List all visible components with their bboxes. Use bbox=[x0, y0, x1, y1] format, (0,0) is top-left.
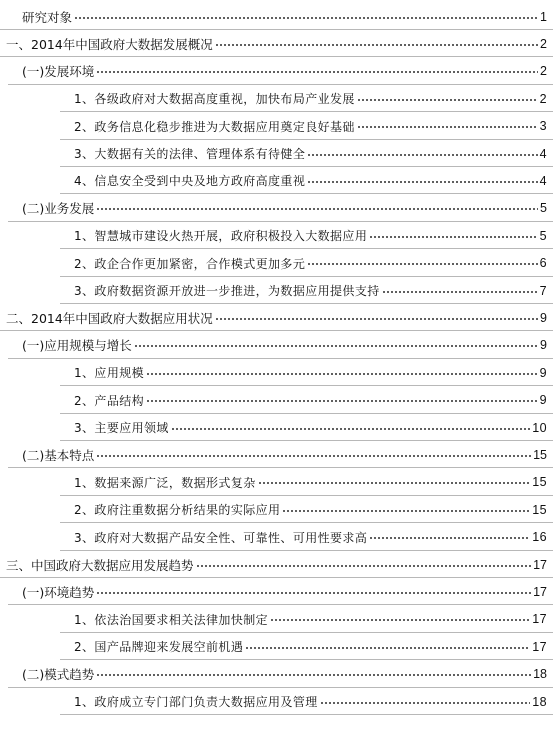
toc-entry[interactable] bbox=[0, 524, 553, 551]
toc-entry[interactable] bbox=[0, 140, 553, 167]
toc-entry-page-number: 7 bbox=[539, 283, 547, 298]
dot-leader bbox=[96, 587, 531, 600]
dot-leader bbox=[258, 477, 531, 489]
dot-leader bbox=[196, 559, 532, 572]
dot-leader bbox=[96, 669, 531, 682]
toc-entry-page-number: 1 bbox=[540, 9, 547, 24]
dot-leader bbox=[357, 121, 538, 133]
toc-entry[interactable] bbox=[0, 222, 553, 249]
dot-leader bbox=[215, 39, 538, 52]
toc-entry[interactable] bbox=[0, 414, 553, 441]
toc-entry-page-number: 17 bbox=[533, 557, 547, 572]
toc-entry[interactable] bbox=[0, 387, 553, 414]
toc-entry-title: 1、应用规模 bbox=[74, 366, 145, 381]
dot-leader bbox=[96, 66, 538, 79]
toc-entry-title: 1、政府成立专门部门负责大数据应用及管理 bbox=[74, 695, 318, 709]
toc-entry-title: (二)模式趋势 bbox=[22, 667, 95, 683]
toc-entry[interactable] bbox=[0, 304, 553, 331]
toc-entry-title: 1、依法治国要求相关法律加快制定 bbox=[74, 612, 269, 627]
toc-entry-title: (一)发展环境 bbox=[22, 64, 95, 80]
toc-entry-page-number: 9 bbox=[539, 393, 547, 408]
dot-leader bbox=[96, 450, 531, 463]
dot-leader bbox=[146, 368, 538, 380]
toc-entry-page-number: 2 bbox=[540, 36, 547, 51]
toc-entry[interactable] bbox=[0, 578, 553, 605]
dot-leader bbox=[307, 149, 537, 161]
dot-leader bbox=[357, 94, 538, 106]
toc-entry-page-number: 5 bbox=[540, 201, 547, 216]
toc-entry-title: 1、各级政府对大数据高度重视，加快布局产业发展 bbox=[74, 92, 355, 107]
toc-entry-page-number: 9 bbox=[539, 365, 547, 380]
toc-entry-title: (一)环境趋势 bbox=[22, 584, 95, 600]
toc-entry[interactable] bbox=[0, 85, 553, 112]
toc-entry-title: 3、大数据有关的法律、管理体系有待健全 bbox=[74, 147, 306, 161]
toc-entry[interactable] bbox=[0, 58, 553, 85]
dot-leader bbox=[74, 11, 538, 24]
toc-entry-title: 2、产品结构 bbox=[74, 393, 145, 408]
toc-entry-page-number: 18 bbox=[532, 694, 547, 709]
dot-leader bbox=[282, 505, 530, 517]
toc-entry[interactable] bbox=[0, 359, 553, 386]
toc-entry-title: 1、数据来源广泛，数据形式复杂 bbox=[74, 475, 256, 490]
toc-entry-page-number: 3 bbox=[539, 119, 547, 134]
toc-entry-title: 三、中国政府大数据应用发展趋势 bbox=[6, 557, 194, 573]
toc-entry[interactable] bbox=[0, 3, 553, 30]
toc-entry[interactable] bbox=[0, 250, 553, 277]
toc-entry[interactable] bbox=[0, 113, 553, 140]
dot-leader bbox=[215, 313, 538, 326]
toc-entry-page-number: 9 bbox=[540, 338, 547, 353]
toc-entry-title: 2、政府注重数据分析结果的实际应用 bbox=[74, 503, 281, 518]
toc-entry-title: 3、政府数据资源开放进一步推进，为数据应用提供支持 bbox=[74, 284, 380, 298]
toc-entry-page-number: 5 bbox=[539, 228, 547, 243]
toc-entry-page-number: 15 bbox=[533, 447, 547, 462]
toc-entry-title: 1、智慧城市建设火热开展，政府积极投入大数据应用 bbox=[74, 229, 368, 244]
toc-entry-page-number: 2 bbox=[540, 64, 547, 79]
toc-entry[interactable] bbox=[0, 195, 553, 222]
dot-leader bbox=[171, 423, 530, 435]
toc-entry-page-number: 2 bbox=[539, 91, 547, 106]
dot-leader bbox=[245, 642, 530, 654]
toc-entry[interactable] bbox=[0, 496, 553, 523]
toc-entry-page-number: 9 bbox=[540, 310, 547, 325]
dot-leader bbox=[382, 286, 538, 298]
toc-entry-title: 二、2014年中国政府大数据应用状况 bbox=[6, 310, 213, 326]
dot-leader bbox=[369, 231, 537, 243]
toc-entry-title: (一)应用规模与增长 bbox=[22, 338, 132, 354]
toc-entry-page-number: 17 bbox=[533, 584, 547, 599]
toc-entry-title: 2、政务信息化稳步推进为大数据应用奠定良好基础 bbox=[74, 119, 355, 134]
toc-entry-title: 3、主要应用领域 bbox=[74, 421, 169, 435]
toc-entry[interactable] bbox=[0, 688, 553, 715]
toc-entry[interactable] bbox=[0, 661, 553, 688]
toc-entry[interactable] bbox=[0, 551, 553, 578]
toc-entry-title: 4、信息安全受到中央及地方政府高度重视 bbox=[74, 174, 306, 189]
toc-entry[interactable] bbox=[0, 277, 553, 304]
toc-entry-page-number: 18 bbox=[533, 667, 547, 682]
toc-entry[interactable] bbox=[0, 441, 553, 468]
toc-entry[interactable] bbox=[0, 30, 553, 57]
toc-entry-page-number: 6 bbox=[539, 256, 547, 271]
toc-entry-page-number: 17 bbox=[532, 639, 547, 654]
toc-entry-title: (二)业务发展 bbox=[22, 201, 95, 217]
toc-entry-page-number: 4 bbox=[539, 146, 547, 161]
dot-leader bbox=[369, 532, 530, 544]
toc-entry-page-number: 16 bbox=[532, 530, 547, 545]
toc-entry-page-number: 15 bbox=[532, 475, 547, 490]
dot-leader bbox=[320, 697, 531, 709]
toc-entry-title: 2、国产品牌迎来发展空前机遇 bbox=[74, 640, 244, 655]
dot-leader bbox=[96, 203, 538, 216]
dot-leader bbox=[307, 258, 537, 270]
toc-entry[interactable] bbox=[0, 469, 553, 496]
toc-entry-title: 3、政府对大数据产品安全性、可靠性、可用性要求高 bbox=[74, 530, 368, 545]
toc-entry-title: 一、2014年中国政府大数据发展概况 bbox=[6, 36, 213, 52]
toc-entry[interactable] bbox=[0, 332, 553, 359]
toc-entry-title: (二)基本特点 bbox=[22, 447, 95, 463]
dot-leader bbox=[270, 614, 530, 626]
toc-entry-page-number: 17 bbox=[532, 612, 547, 627]
toc-entry-page-number: 15 bbox=[532, 502, 547, 517]
toc-entry-title: 研究对象 bbox=[22, 9, 73, 25]
toc-entry-title: 2、政企合作更加紧密，合作模式更加多元 bbox=[74, 256, 306, 271]
dot-leader bbox=[134, 340, 538, 353]
dot-leader bbox=[307, 176, 537, 188]
toc-entry[interactable] bbox=[0, 633, 553, 660]
toc-entry-page-number: 10 bbox=[532, 420, 547, 435]
toc-entry-page-number: 4 bbox=[539, 173, 547, 188]
toc-entry[interactable] bbox=[0, 606, 553, 633]
dot-leader bbox=[146, 395, 538, 407]
toc-entry[interactable] bbox=[0, 167, 553, 194]
